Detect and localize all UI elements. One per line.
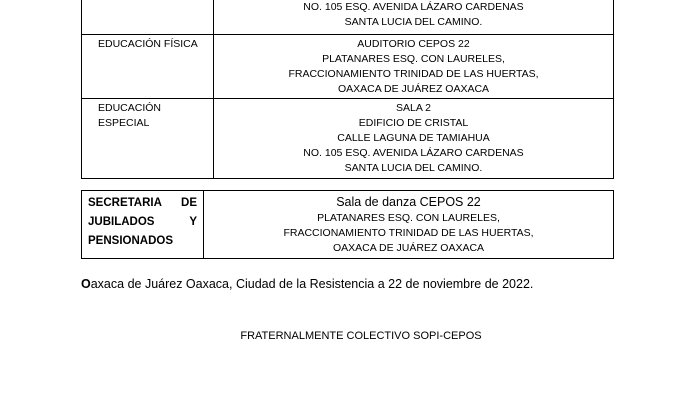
sala-name: Sala de danza CEPOS 22 xyxy=(336,195,481,209)
place-date-text: axaca de Juárez Oaxaca, Ciudad de la Resistencia a 22 de noviembre de 2022. xyxy=(90,277,534,291)
address-line: PLATANARES ESQ. CON LAURELES, xyxy=(322,53,505,65)
sedes-table xyxy=(81,0,614,179)
place-date-line xyxy=(81,277,533,291)
address-line: OAXACA DE JUÁREZ OAXACA xyxy=(332,242,485,254)
address-cell xyxy=(204,191,614,259)
address-cell xyxy=(214,99,614,179)
address-line: FRACCIONAMIENTO TRINIDAD DE LAS HUERTAS, xyxy=(283,227,534,239)
area-label: EDUCACIÓN FÍSICA xyxy=(98,38,198,50)
area-label: PENSIONADOS xyxy=(88,235,173,247)
address-line: NO. 105 ESQ. AVENIDA LÁZARO CARDENAS xyxy=(303,147,524,159)
area-cell xyxy=(82,0,214,35)
address-line: SANTA LUCIA DEL CAMINO. xyxy=(344,16,483,28)
area-cell xyxy=(82,99,214,179)
area-label: EDUCACIÓN xyxy=(98,102,162,114)
table-row xyxy=(82,99,614,179)
city-initial: O xyxy=(81,277,91,291)
signoff: FRATERNALMENTE COLECTIVO SOPI-CEPOS xyxy=(240,330,482,342)
address-line: EDIFICIO DE CRISTAL xyxy=(358,117,469,129)
table-row xyxy=(82,191,614,259)
jubilados-table xyxy=(81,190,614,259)
address-cell xyxy=(214,35,614,99)
area-cell xyxy=(82,191,204,259)
area-label: ESPECIAL xyxy=(98,117,150,129)
address-line: NO. 105 ESQ. AVENIDA LÁZARO CARDENAS xyxy=(303,1,524,13)
address-line: SALA 2 xyxy=(395,102,432,114)
area-cell xyxy=(82,35,214,99)
address-cell xyxy=(214,0,614,35)
address-line: CALLE LAGUNA DE TAMIAHUA xyxy=(337,132,490,144)
address-line: SANTA LUCIA DEL CAMINO. xyxy=(344,162,483,174)
address-line: AUDITORIO CEPOS 22 xyxy=(357,38,470,50)
address-line: PLATANARES ESQ. CON LAURELES, xyxy=(317,212,500,224)
area-label: JUBILADOS Y xyxy=(88,216,197,228)
table-row xyxy=(82,35,614,99)
area-label: SECRETARIA DE xyxy=(88,197,197,209)
address-line: OAXACA DE JUÁREZ OAXACA xyxy=(337,83,490,95)
table-row xyxy=(82,0,614,35)
address-line: FRACCIONAMIENTO TRINIDAD DE LAS HUERTAS, xyxy=(288,68,539,80)
